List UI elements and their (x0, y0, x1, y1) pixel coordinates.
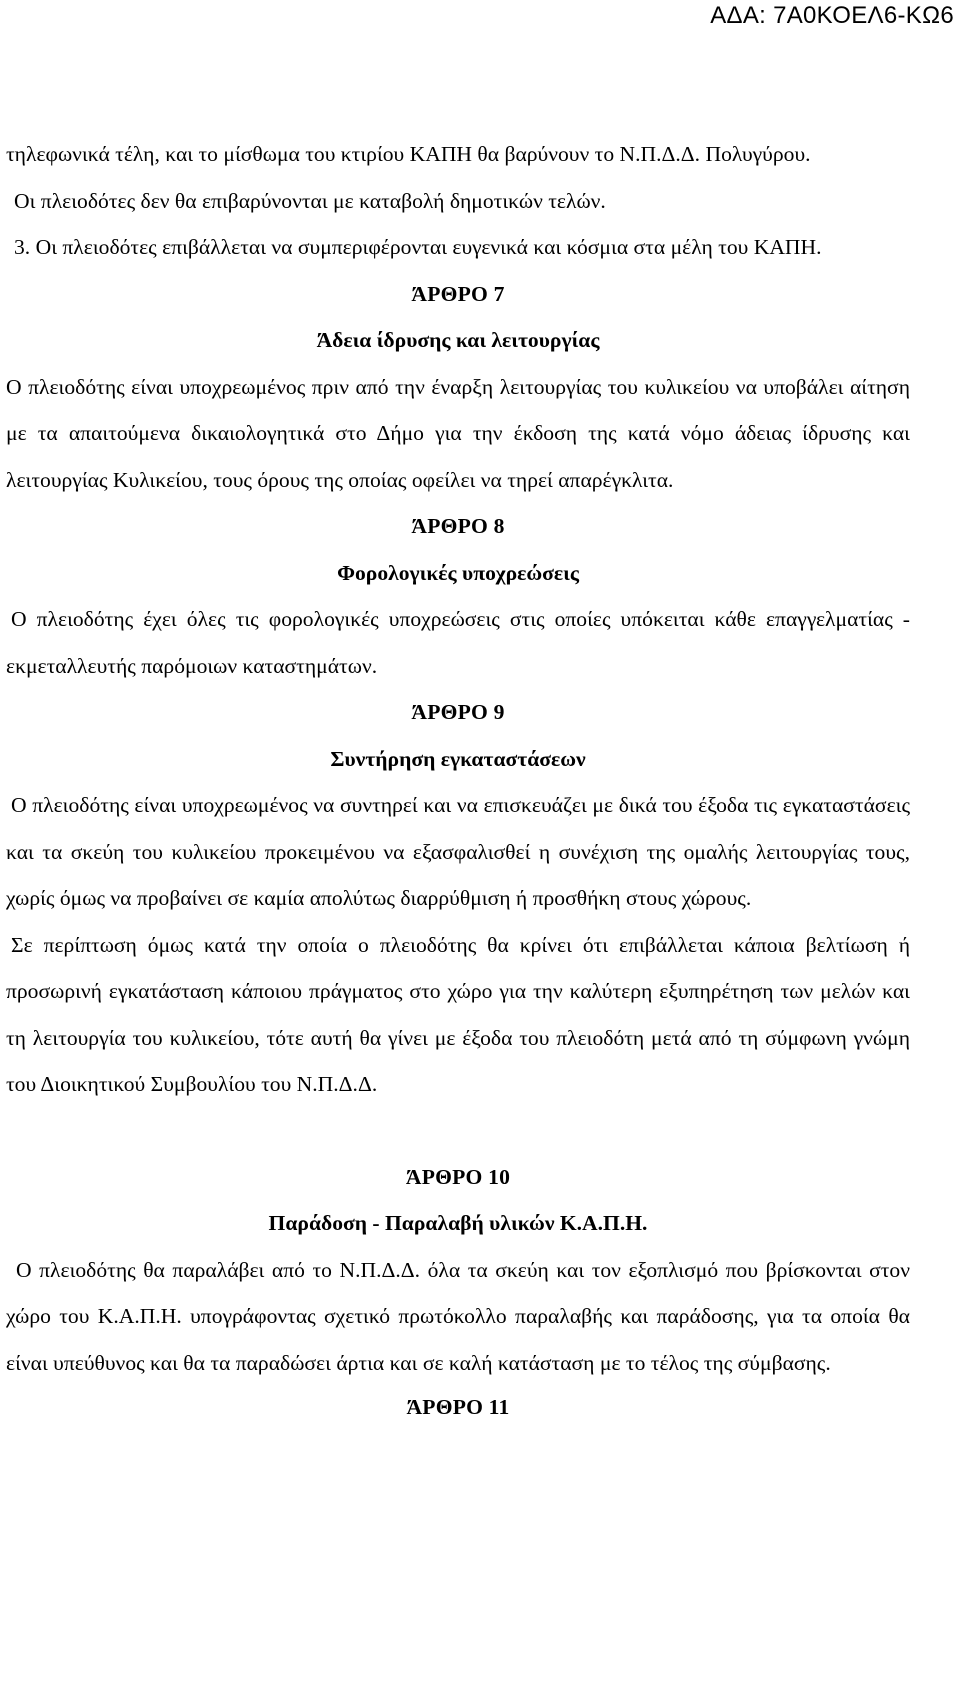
article-8-paragraph: Ο πλειοδότης έχει όλες τις φορολογικές υποχρεώσεις στις οποίες υπόκειται κάθε επαγγελματίας - εκμεταλλευτής παρόμοιων καταστημάτων. (6, 607, 910, 678)
article-10-heading: ΆΡΘΡΟ 10 (405, 1164, 511, 1189)
paragraph-intro-municipal-fees: Οι πλειοδότες δεν θα επιβαρύνονται με καταβολή δημοτικών τελών. (14, 188, 606, 213)
paragraph-intro-fees: τηλεφωνικά τέλη, και το μίσθωμα του κτιρίου ΚΑΠΗ θα βαρύνουν το Ν.Π.Δ.Δ. Πολυγύρου. (6, 142, 811, 166)
paragraph-intro-conduct: 3. Οι πλειοδότες επιβάλλεται να συμπεριφέρονται ευγενικά και κόσμια στα μέλη του ΚΑΠΗ. (14, 235, 822, 259)
article-9-heading: ΆΡΘΡΟ 9 (411, 700, 505, 724)
article-9-title: Συντήρηση εγκαταστάσεων (330, 746, 586, 771)
article-10-paragraph: Ο πλειοδότης θα παραλάβει από το Ν.Π.Δ.Δ. όλα τα σκεύη και τον εξοπλισμό που βρίσκονται στον χώρο του Κ.Α.Π.Η. υπογράφοντας σχετικό πρωτόκολλο παραλαβής και παράδοσης, για τα οποία θα είναι υπεύθυνος και θα τα παραδώσει άρτια και σε καλή κατάσταση με το τέλος της σύμβασης. (6, 1257, 910, 1375)
article-9-paragraph-1: Ο πλειοδότης είναι υποχρεωμένος να συντηρεί και να επισκευάζει με δικά του έξοδα τις εγκαταστάσεις και τα σκεύη του κυλικείου προκειμένου να εξασφαλισθεί η συνέχιση της ομαλής λειτουργίας τους, χωρίς όμως να προβαίνει σε καμία απολύτως διαρρύθμιση ή προσθήκη στους χώρους. (6, 793, 910, 910)
article-7-paragraph: Ο πλειοδότης είναι υποχρεωμένος πριν από την έναρξη λειτουργίας του κυλικείου να υποβάλει αίτηση με τα απαιτούμενα δικαιολογητικά στο Δήμο για την έκδοση της κατά νόμο άδειας ίδρυσης και λειτουργίας Κυλικείου, τους όρους της οποίας οφείλει να τηρεί απαρέγκλιτα. (6, 374, 910, 492)
article-7-heading: ΆΡΘΡΟ 7 (411, 281, 505, 306)
section-spacer (6, 1108, 910, 1154)
ada-header: ΑΔΑ: 7Α0ΚΟΕΛ6-ΚΩ6 (710, 2, 954, 29)
article-8-title: Φορολογικές υποχρεώσεις (337, 560, 579, 585)
article-9-paragraph-2: Σε περίπτωση όμως κατά την οποία ο πλειοδότης θα κρίνει ότι επιβάλλεται κάποια βελτίωση ή προσωρινή εγκατάσταση κάποιου πράγματος στο χώρο για την καλύτερη εξυπηρέτηση των μελών και τη λειτουργία του κυλικείου, τότε αυτή θα γίνει με έξοδα του πλειοδότη μετά από τη σύμφωνη γνώμη του Διοικητικού Συμβουλίου του Ν.Π.Δ.Δ. (6, 932, 910, 1096)
article-10-title: Παράδοση - Παραλαβή υλικών Κ.Α.Π.Η. (268, 1211, 648, 1235)
article-11-heading: ΆΡΘΡΟ 11 (406, 1395, 510, 1419)
document-body (6, 131, 910, 1431)
article-8-heading: ΆΡΘΡΟ 8 (411, 514, 505, 538)
article-7-title: Άδεια ίδρυσης και λειτουργίας (316, 328, 600, 352)
